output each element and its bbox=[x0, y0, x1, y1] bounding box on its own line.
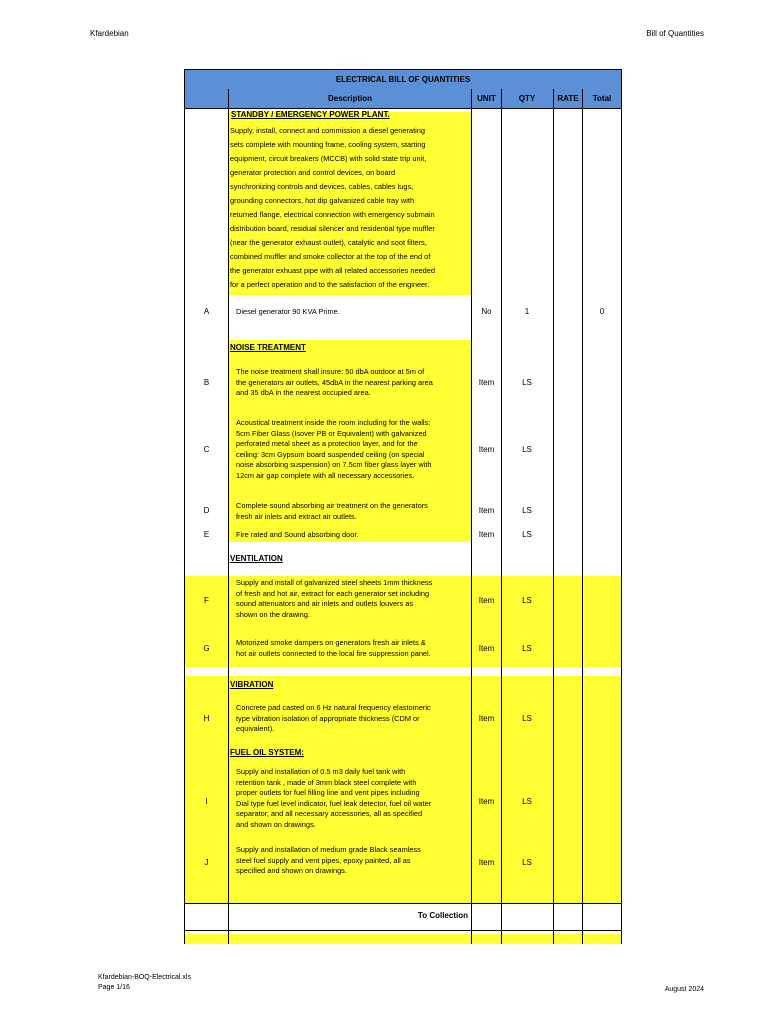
desc-line: proper outlets for fuel filling line and vent pipes including bbox=[236, 788, 420, 797]
item-label: D bbox=[203, 506, 210, 515]
highlight-bottom bbox=[185, 934, 621, 944]
intro-line: generator protection and control devices, on board bbox=[230, 168, 396, 177]
desc-line: Supply and installation of 0.5 m3 daily fuel tank with bbox=[236, 767, 406, 776]
intro-line: for a perfect operation and to the satisfaction of the engineer. bbox=[230, 280, 430, 289]
item-label: I bbox=[205, 797, 208, 806]
section-noise: NOISE TREATMENT bbox=[230, 343, 306, 352]
intro-line: grounding connectors, hot dip galvanized cable tray with bbox=[230, 196, 415, 205]
intro-line: returned flange, electrical connection with emergency submain bbox=[230, 210, 435, 219]
footer-filename: Kfardebian-BOQ-Electrical.xls bbox=[98, 974, 191, 981]
col-rate: RATE bbox=[557, 94, 579, 103]
desc-line: hot air outlets connected to the local fire suppression panel. bbox=[236, 648, 431, 658]
item-b-unit: Item bbox=[478, 378, 495, 387]
col-divider bbox=[228, 89, 229, 944]
item-i-description bbox=[236, 767, 431, 830]
item-a-description: Diesel generator 90 KVA Prime. bbox=[236, 307, 340, 316]
item-c-description bbox=[236, 418, 432, 481]
item-j-qty: LS bbox=[522, 858, 532, 867]
desc-line: The noise treatment shall insure: 50 dbA outdoor at 5m of bbox=[236, 367, 425, 376]
item-label: F bbox=[204, 596, 209, 605]
desc-line: type vibration isolation of appropriate thickness (CDM or bbox=[236, 713, 420, 723]
section-vibration: VIBRATION bbox=[230, 680, 274, 689]
item-label: E bbox=[203, 530, 210, 539]
desc-line: Motorized smoke dampers on generators fresh air inlets & bbox=[236, 638, 426, 647]
item-label: G bbox=[203, 644, 210, 653]
desc-line: Concrete pad casted on 6 Hz natural frequency elastomeric bbox=[236, 703, 431, 712]
item-c-unit: Item bbox=[478, 445, 495, 454]
desc-line: steel fuel supply and vent pipes, epoxy painted, all as bbox=[236, 855, 411, 865]
item-b-description bbox=[236, 367, 433, 399]
intro-line: equipment, circuit breakers (MCCB) with solid state trip unit, bbox=[230, 154, 427, 163]
desc-line: noise absorbing suspension) on 7.5cm fiber glass layer with bbox=[236, 460, 432, 469]
desc-line: perforated metal sheet as a protection layer, and for the bbox=[236, 439, 418, 448]
desc-line: of fresh and hot air, extract for each generator set including bbox=[236, 588, 430, 598]
desc-line: separator, and all necessary accessories, all as specified bbox=[236, 809, 423, 818]
item-g-qty: LS bbox=[522, 644, 532, 653]
footer-file-info bbox=[98, 973, 191, 993]
col-divider bbox=[582, 89, 583, 944]
item-h-unit: Item bbox=[478, 714, 495, 723]
item-i-qty: LS bbox=[522, 797, 532, 806]
desc-line: retention tank , made of 3mm black steel complete with bbox=[236, 777, 417, 787]
intro-line: the generator exhuast pipe with all related accessories needed bbox=[230, 266, 436, 275]
col-divider bbox=[553, 89, 554, 944]
boq-table bbox=[184, 69, 622, 944]
desc-line: sound attenuators and air inlets and outlets louvers as bbox=[236, 599, 414, 608]
col-description: Description bbox=[327, 94, 372, 103]
desc-line: 12cm air gap complete with all necessary accessories. bbox=[236, 470, 415, 480]
item-d-unit: Item bbox=[478, 506, 495, 515]
item-i-unit: Item bbox=[478, 797, 495, 806]
col-total: Total bbox=[592, 94, 612, 103]
desc-line: fresh air inlets and extract air outlets. bbox=[236, 511, 357, 521]
item-j-description bbox=[236, 845, 421, 877]
desc-line: Dial type fuel level indicator, fuel leak detector, fuel oil water bbox=[236, 798, 432, 808]
item-d-qty: LS bbox=[522, 506, 532, 515]
table-header-row bbox=[185, 89, 621, 109]
desc-line: Supply and install of galvanized steel sheets 1mm thickness bbox=[236, 578, 433, 587]
item-c-qty: LS bbox=[522, 445, 532, 454]
item-label: C bbox=[203, 445, 210, 454]
desc-line: the generators air outlets, 45dbA in the nearest parking area bbox=[236, 377, 433, 387]
item-e-unit: Item bbox=[478, 530, 495, 539]
section-ventilation: VENTILATION bbox=[230, 554, 283, 563]
intro-line: Supply, install, connect and commission a diesel generating bbox=[230, 126, 426, 135]
intro-paragraph bbox=[230, 124, 470, 292]
item-h-description bbox=[236, 703, 431, 735]
item-a-qty: 1 bbox=[524, 307, 530, 316]
intro-line: distribution board, residual silencer and residential type muffler bbox=[230, 224, 435, 233]
desc-line: and 35 dbA in the nearest occupied area. bbox=[236, 388, 371, 397]
item-g-unit: Item bbox=[478, 644, 495, 653]
collection-bottom-rule bbox=[185, 930, 621, 931]
item-a-unit: No bbox=[481, 307, 492, 316]
header-project: Kfardebian bbox=[90, 29, 129, 38]
table-title-row bbox=[185, 69, 621, 91]
col-divider bbox=[471, 89, 472, 944]
section-fuel: FUEL OIL SYSTEM: bbox=[230, 748, 304, 757]
item-g-description bbox=[236, 638, 431, 659]
intro-line: sets complete with mounting frame, cooling system, starting bbox=[230, 140, 426, 149]
item-d-description bbox=[236, 501, 428, 522]
desc-line: Supply and installation of medium grade Black seamless bbox=[236, 845, 421, 854]
item-h-qty: LS bbox=[522, 714, 532, 723]
item-label: B bbox=[203, 378, 210, 387]
item-label: A bbox=[203, 307, 210, 316]
collection-top-rule bbox=[185, 903, 621, 904]
section-standby: STANDBY / EMERGENCY POWER PLANT. bbox=[231, 110, 390, 119]
to-collection-label: To Collection bbox=[417, 911, 468, 920]
item-f-qty: LS bbox=[522, 596, 532, 605]
desc-line: specified and shown on drawings. bbox=[236, 866, 347, 875]
item-f-description bbox=[236, 578, 432, 620]
table-title: ELECTRICAL BILL OF QUANTITIES bbox=[335, 75, 471, 84]
col-qty: QTY bbox=[518, 94, 536, 103]
footer-page: Page 1/16 bbox=[98, 984, 130, 991]
desc-line: Acoustical treatment inside the room including for the walls: bbox=[236, 418, 431, 427]
col-divider bbox=[501, 89, 502, 944]
item-b-qty: LS bbox=[522, 378, 532, 387]
desc-line: equivalent). bbox=[236, 724, 275, 733]
item-a-total: 0 bbox=[599, 307, 605, 316]
item-label: H bbox=[203, 714, 210, 723]
desc-line: ceiling: 3cm Gypsum board suspended ceiling (on special bbox=[236, 449, 425, 459]
col-unit: UNIT bbox=[477, 94, 496, 103]
footer-date: August 2024 bbox=[664, 986, 704, 993]
desc-line: Complete sound absorbing air treatment on the generators bbox=[236, 501, 428, 510]
item-label: J bbox=[204, 858, 209, 867]
desc-line: 5cm Fiber Glass (Isover PB or Equivalent) with galvanized bbox=[236, 428, 427, 438]
item-e-qty: LS bbox=[522, 530, 532, 539]
desc-line: shown on the drawing. bbox=[236, 609, 310, 619]
intro-line: (near the generator exhaust outlet), catalytic and soot filters, bbox=[230, 238, 427, 247]
intro-line: synchronizing controls and devices, cables, cables lugs, bbox=[230, 182, 414, 191]
item-j-unit: Item bbox=[478, 858, 495, 867]
item-f-unit: Item bbox=[478, 596, 495, 605]
header-doc-title: Bill of Quantities bbox=[646, 29, 704, 38]
intro-line: combined muffler and smoke collector at the top of the end of bbox=[230, 252, 431, 261]
item-e-description: Fire rated and Sound absorbing door. bbox=[236, 530, 359, 539]
desc-line: and shown on drawings. bbox=[236, 819, 316, 829]
